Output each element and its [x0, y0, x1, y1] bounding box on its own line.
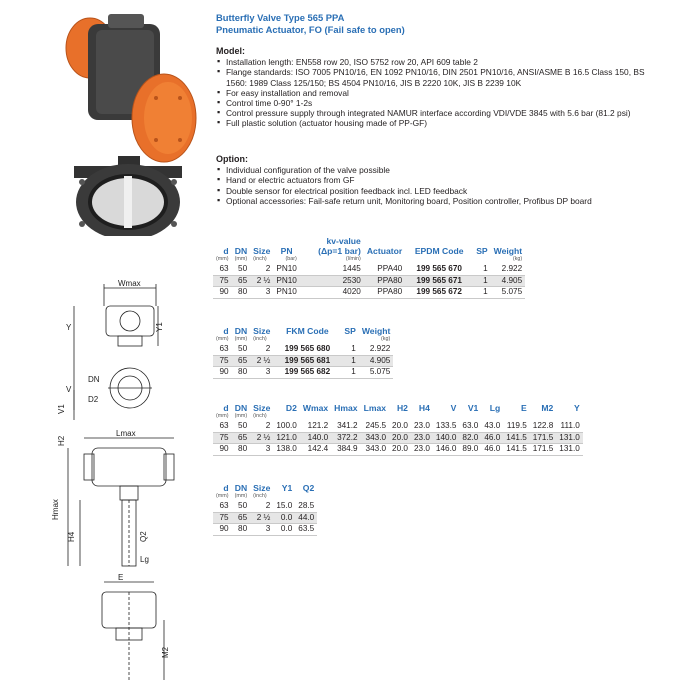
- cell: 2 ½: [256, 512, 271, 522]
- col-header: Size: [253, 326, 271, 336]
- unit: (mm): [234, 413, 248, 419]
- cell: 199 565 681: [284, 355, 331, 365]
- table-row: [213, 287, 525, 299]
- cell: 63: [219, 501, 229, 510]
- label-h4: H4: [67, 531, 76, 542]
- unit: (inch): [253, 336, 267, 342]
- cell: 199 565 680: [284, 344, 331, 353]
- option-section: [216, 154, 646, 206]
- cell: PN10: [276, 287, 297, 296]
- cell: 133.5: [435, 421, 457, 430]
- col-header: Y: [574, 403, 580, 413]
- cell: 15.0: [276, 501, 293, 510]
- label-v1: V1: [57, 404, 66, 414]
- col-header: SP: [344, 326, 356, 336]
- label-h2: H2: [57, 435, 66, 446]
- cell: 63: [219, 421, 229, 430]
- cell: 75: [219, 512, 229, 522]
- cell: 199 565 682: [284, 367, 331, 376]
- cell: 121.0: [276, 432, 297, 442]
- table-row: [213, 421, 583, 432]
- cell: 23.0: [413, 444, 430, 453]
- unit: [341, 336, 358, 344]
- title-line-2: Pneumatic Actuator, FO (Fail safe to open): [216, 23, 405, 35]
- cell: 28.5: [298, 501, 315, 510]
- cell: PN10: [276, 264, 297, 273]
- cell: PPA40: [377, 264, 403, 273]
- cell: 80: [238, 287, 248, 296]
- label-v: V: [66, 385, 72, 394]
- unit: (mm): [234, 336, 248, 342]
- cell: 1: [351, 344, 356, 353]
- cell: 46.0: [484, 432, 501, 442]
- unit: (kg): [512, 256, 523, 262]
- cell: 46.0: [484, 444, 501, 453]
- cell: 141.5: [506, 432, 527, 442]
- cell: 100.0: [276, 421, 297, 430]
- cell: 171.5: [532, 432, 554, 442]
- cell: 119.5: [506, 421, 527, 430]
- cell: PPA80: [377, 275, 403, 285]
- product-photo: [52, 6, 212, 236]
- col-header: D2: [285, 403, 297, 413]
- cell: 131.0: [559, 444, 580, 453]
- cell: 75: [219, 355, 229, 365]
- table-row: [213, 355, 393, 367]
- cell: 4020: [342, 287, 361, 296]
- col-header: Hmax: [334, 403, 358, 413]
- cell: 90: [219, 524, 229, 533]
- table-row: [213, 367, 393, 379]
- cell: PPA80: [377, 287, 403, 296]
- cell: 90: [219, 444, 229, 453]
- cell: 89.0: [462, 444, 479, 453]
- cell: 2: [265, 501, 271, 510]
- cell: 3: [265, 287, 271, 296]
- product-title: [216, 12, 405, 35]
- table-row: [213, 501, 317, 512]
- label-hmax: Hmax: [51, 499, 60, 520]
- title-line-1: Butterfly Valve Type 565 PPA: [216, 12, 345, 23]
- technical-drawings: [44, 280, 214, 692]
- cell: 63: [219, 264, 229, 273]
- col-header: H2: [396, 403, 408, 413]
- col-header: EPDM Code: [414, 246, 464, 256]
- unit: (mm): [216, 493, 229, 499]
- table-epdm: [213, 236, 525, 299]
- cell: 2: [265, 344, 271, 353]
- cell: 4.905: [369, 355, 391, 365]
- cell: 2: [265, 264, 271, 273]
- label-lmax: Lmax: [116, 429, 136, 438]
- unit: [295, 493, 317, 501]
- option-item: ▪ Hand or electric actuators from GF: [226, 175, 646, 185]
- cell: 23.0: [413, 432, 430, 442]
- cell: 2530: [342, 275, 361, 285]
- cell: 63.0: [462, 421, 479, 430]
- unit: (mm): [216, 413, 229, 419]
- cell: 122.8: [532, 421, 554, 430]
- cell: 5.075: [369, 367, 391, 376]
- cell: 65: [238, 512, 248, 522]
- model-item: ▪ Control time 0-90° 1-2s: [226, 98, 646, 108]
- col-header: d: [223, 403, 229, 413]
- label-q2: Q2: [139, 531, 148, 542]
- col-header: SP: [476, 246, 488, 256]
- cell: 1: [483, 287, 488, 296]
- col-header: Size: [253, 246, 271, 256]
- table-y1-q2: [213, 483, 317, 536]
- col-header: d: [223, 246, 229, 256]
- cell: 4.905: [501, 275, 523, 285]
- cell: 372.2: [337, 432, 358, 442]
- cell: 0.0: [280, 512, 293, 522]
- cell: 44.0: [298, 512, 315, 522]
- unit: [473, 256, 490, 264]
- model-item: ▪ Full plastic solution (actuator housing made of PP-GF): [226, 118, 646, 128]
- unit: [273, 336, 341, 344]
- cell: PN10: [276, 275, 297, 285]
- unit: (mm): [234, 256, 248, 262]
- cell: 1: [351, 367, 356, 376]
- table-row: [213, 344, 393, 355]
- cell: 2.922: [369, 344, 391, 353]
- col-header: V: [450, 403, 457, 413]
- label-wmax: Wmax: [118, 280, 141, 288]
- drawing-front-view: [102, 573, 170, 680]
- cell: 3: [265, 524, 271, 533]
- cell: 50: [238, 501, 248, 510]
- cell: 3: [265, 444, 271, 453]
- unit: [273, 493, 295, 501]
- col-header: PN: [280, 246, 293, 256]
- cell: 341.2: [337, 421, 358, 430]
- cell: 65: [238, 355, 248, 365]
- col-header: DN: [234, 246, 248, 256]
- cell: 199 565 672: [416, 287, 462, 296]
- table-row: [213, 275, 525, 287]
- label-y1: Y1: [155, 322, 164, 332]
- cell: 20.0: [392, 432, 408, 442]
- col-header: Actuator: [366, 246, 403, 256]
- col-header: Lmax: [363, 403, 387, 413]
- cell: 245.5: [365, 421, 387, 430]
- cell: 23.0: [413, 421, 430, 430]
- cell: 146.0: [435, 444, 457, 453]
- col-header: DN: [234, 326, 248, 336]
- cell: 121.2: [307, 421, 329, 430]
- cell: 3: [265, 367, 271, 376]
- table-row: [213, 264, 525, 275]
- unit: (mm): [216, 336, 229, 342]
- unit: (inch): [253, 256, 267, 262]
- cell: 50: [238, 344, 248, 353]
- col-header: Weight: [361, 326, 391, 336]
- table-dimensions: [213, 403, 583, 456]
- col-header: d: [223, 326, 229, 336]
- cell: 141.5: [506, 444, 527, 453]
- cell: 90: [219, 367, 229, 376]
- model-section: [216, 46, 646, 129]
- cell: 80: [238, 444, 248, 453]
- cell: 2 ½: [256, 355, 271, 365]
- label-dn: DN: [88, 375, 100, 384]
- option-heading: Option:: [216, 154, 248, 164]
- col-header: DN: [234, 403, 248, 413]
- drawing-top-view: [57, 280, 164, 420]
- cell: 140.0: [307, 432, 329, 442]
- table-row: [213, 512, 317, 524]
- cell: 199 565 671: [416, 275, 462, 285]
- cell: 171.5: [532, 444, 554, 453]
- unit: (mm): [234, 493, 248, 499]
- col-header: Y1: [281, 483, 293, 493]
- col-header: Lg: [489, 403, 501, 413]
- cell: 140.0: [435, 432, 457, 442]
- option-item: ▪ Individual configuration of the valve possible: [226, 165, 646, 175]
- unit: [405, 256, 473, 264]
- cell: 63.5: [298, 524, 315, 533]
- col-header: E: [521, 403, 527, 413]
- model-item: ▪ For easy installation and removal: [226, 88, 646, 98]
- cell: 131.0: [559, 432, 580, 442]
- cell: 65: [238, 275, 248, 285]
- label-y: Y: [66, 323, 72, 332]
- unit: (inch): [253, 413, 267, 419]
- cell: 138.0: [276, 444, 297, 453]
- unit: (kg): [381, 336, 391, 342]
- label-m2: M2: [161, 646, 170, 658]
- cell: 80: [238, 367, 248, 376]
- label-e: E: [118, 573, 124, 582]
- col-header: H4: [418, 403, 430, 413]
- cell: 80: [238, 524, 248, 533]
- cell: 75: [219, 275, 229, 285]
- cell: 90: [219, 287, 229, 296]
- cell: 43.0: [484, 421, 501, 430]
- cell: 82.0: [462, 432, 479, 442]
- model-item: ▪ Flange standards: ISO 7005 PN10/16, EN 1092 PN10/16, DIN 2501 PN10/16, ANSI/ASME B 16.5 Class 150, BS 1560: 1989 Class 125/150; BS 4504 PN10/16, JIS B 2220 10K, JIS B 2239 10K: [226, 67, 646, 87]
- col-header: Size: [253, 403, 271, 413]
- cell: 2: [265, 421, 271, 430]
- cell: 65: [238, 432, 248, 442]
- cell: 63: [219, 344, 229, 353]
- model-item: ▪ Control pressure supply through integrated NAMUR interface according VDI/VDE 3845 with 5.6 bar (81.2 psi): [226, 108, 646, 118]
- option-item: ▪ Double sensor for electrical position feedback incl. LED feedback: [226, 186, 646, 196]
- col-header: FKM Code: [286, 326, 329, 336]
- unit: (mm): [216, 256, 229, 262]
- cell: 1445: [342, 264, 361, 273]
- cell: 2.922: [501, 264, 523, 273]
- cell: 199 565 670: [416, 264, 462, 273]
- cell: 142.4: [307, 444, 329, 453]
- model-heading: Model:: [216, 46, 245, 56]
- col-header: Wmax: [302, 403, 329, 413]
- col-header: Weight: [493, 246, 523, 256]
- table-row: [213, 444, 583, 456]
- col-header: Q2: [302, 483, 315, 493]
- label-d2: D2: [88, 395, 99, 404]
- option-item: ▪ Optional accessories: Fail-safe return unit, Monitoring board, Position controller, Profibus DP board: [226, 196, 646, 206]
- unit: (bar): [285, 256, 297, 262]
- cell: 75: [219, 432, 229, 442]
- cell: 2 ½: [256, 432, 271, 442]
- col-header: DN: [234, 483, 248, 493]
- unit: [364, 256, 405, 264]
- col-header: kv-value (Δp=1 bar): [318, 236, 361, 256]
- cell: 20.0: [392, 444, 408, 453]
- cell: 20.0: [392, 421, 408, 430]
- cell: 111.0: [560, 421, 580, 430]
- table-row: [213, 432, 583, 444]
- cell: 5.075: [501, 287, 523, 296]
- drawing-side-view: [51, 429, 174, 566]
- cell: 1: [483, 275, 488, 285]
- cell: 384.9: [337, 444, 358, 453]
- table-row: [213, 524, 317, 536]
- model-item: ▪ Installation length: EN558 row 20, ISO 5752 row 20, API 609 table 2: [226, 57, 646, 67]
- cell: 1: [351, 355, 356, 365]
- label-lg: Lg: [140, 555, 149, 564]
- cell: 1: [483, 264, 488, 273]
- cell: 343.0: [365, 444, 387, 453]
- col-header: Size: [253, 483, 271, 493]
- col-header: V1: [467, 403, 479, 413]
- table-fkm: [213, 326, 393, 379]
- col-header: M2: [541, 403, 554, 413]
- col-header: d: [223, 483, 229, 493]
- cell: 0.0: [280, 524, 293, 533]
- unit: (l/min): [345, 256, 361, 262]
- cell: 50: [238, 421, 248, 430]
- cell: 50: [238, 264, 248, 273]
- cell: 343.0: [365, 432, 387, 442]
- unit: (inch): [253, 493, 267, 499]
- cell: 2 ½: [256, 275, 271, 285]
